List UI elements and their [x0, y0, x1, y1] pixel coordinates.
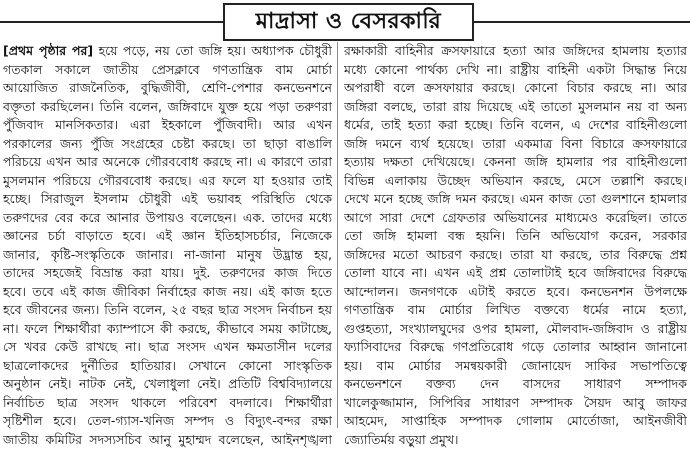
- text-line: মধ্যে কোনো পার্থক্য দেখি না। রাষ্ট্রীয় বাহিনী একটা সিদ্ধান্ত নিয়ে: [344, 61, 687, 80]
- text-line: গুপ্তহত্যা, সংখ্যালঘুদের ওপর হামলা, মৌলবাদ-জঙ্গিবাদ ও রাষ্ট্রীয়: [344, 320, 687, 339]
- column-divider: [337, 42, 338, 428]
- text-line: জাতীয় কমিটির সদস্যসচিব আনু মুহাম্মদ বলেছেন, আইনশৃঙ্খলা: [3, 431, 332, 449]
- text-line: ফ্যাসিবাদের বিরুদ্ধে গণপ্রতিরোধ গড়ে তোলার আহ্বান জানানো: [344, 338, 687, 357]
- text-line: আয়োজিত রাজনৈতিক, বুদ্ধিজীবী, শ্রেণি-পেশার কনভেনশনে: [3, 79, 332, 98]
- article-heading-box: [223, 3, 474, 41]
- text-line: হবে। তবে এই কাজ জীবিকা নির্বাহের কাজ নয়। এই কাজ হতে: [3, 283, 332, 302]
- article-heading: মাদ্রাসা ও বেসরকারি: [256, 4, 442, 41]
- text-line: বক্তৃতা করছিলেন। তিনি বলেন, জঙ্গিবাদে যুক্ত হয়ে পড়া তরুণরা: [3, 98, 332, 117]
- text-line: গণতান্ত্রিক বাম মোর্চার লিখিত বক্তব্যে ধর্মের নামে হত্যা,: [344, 301, 687, 320]
- text-line: তো জঙ্গি হামলা বন্ধ হয়নি। তিনি অভিযোগ করেন, সরকার: [344, 227, 687, 246]
- text-line: মুসলমান পরিচয়ে গৌরববোধ করছে। এর ফলে যা হওয়ার তাই: [3, 172, 332, 191]
- text-line: আন্দোলন। জনগণকে এটাই করতে হবে। কনভেনশন উপলক্ষে: [344, 283, 687, 302]
- left-column: [3, 42, 332, 449]
- text-line: তরুণদের বের করে আনার উপায়ও বলেছেন। এক. তাদের মধ্যে: [3, 209, 332, 228]
- text-line: পরিচয়ে এখন আর অনেকে গৌরববোধ করছে না। এ কারণে তারা: [3, 153, 332, 172]
- heading-rule-right: [474, 21, 690, 23]
- right-column: [344, 42, 687, 449]
- text-line: ধর্মের, তাই হত্যা করা হচ্ছে। তিনি বলেন, এ দেশের বাহিনীগুলো: [344, 116, 687, 135]
- text-line: [প্রথম পৃষ্ঠার পর] হয়ে পড়ে, নয় তো জঙ্গি হয়। অধ্যাপক চৌধুরী: [3, 42, 332, 61]
- text-line: দেখে মনে হচ্ছে জঙ্গি দমন করছে। এমন কাজ তো গুলশানে হামলার: [344, 190, 687, 209]
- text-line: পুঁজিবাদ মানসিকতার। এরা ইহকালে পুঁজিবাদী। আর এখন: [3, 116, 332, 135]
- text-line: অনুষ্ঠান নেই। নাটক নেই, খেলাধুলা নেই। প্রতিটি বিশ্ববিদ্যালয়ে: [3, 375, 332, 394]
- heading-rule-left: [0, 21, 223, 23]
- text-line: বিভিন্ন এলাকায় উচ্ছেদ অভিযান করছে, মেসে তল্লাশি করছে।: [344, 172, 687, 191]
- text-line: জঙ্গিরা বলছে, তারা রায় দিয়েছে এই তাতো মুসলমান নয় বা অন্য: [344, 98, 687, 117]
- text-line: জ্ঞানের চর্চা বাড়াতে হবে। এই জ্ঞান ইতিহাসচর্চার, নিজেকে: [3, 227, 332, 246]
- text-line: তোলা যাবে না। এখন এই প্রশ্ন তোলাটাই হবে জঙ্গিবাদের বিরুদ্ধে: [344, 264, 687, 283]
- text-line: গতকাল সকালে জাতীয় প্রেসক্লাবে গণতান্ত্রিক বাম মোর্চা: [3, 61, 332, 80]
- text-line: আহমেদ, সাপ্তাহিক সম্পাদক গোলাম মোর্তোজা, আইনজীবী: [344, 412, 687, 431]
- text-line: সৃষ্টিশীল হবে। তেল-গ্যাস-খনিজ সম্পদ ও বিদ্যুৎ-বন্দর রক্ষা: [3, 412, 332, 431]
- text-line: জানার, কৃষ্টি-সংস্কৃতিকে জানার। না-জানা মানুষ উদ্ভ্রান্ত হয়,: [3, 246, 332, 265]
- text-line: জঙ্গি দমনে ব্যর্থ হয়েছে। তারা একমাত্র বিনা বিচারে ক্রসফায়ারে: [344, 135, 687, 154]
- text-line: খালেকুজ্জামান, সিপিবির সাধারণ সম্পাদক সৈয়দ আবু জাফর: [344, 394, 687, 413]
- text-line: আগে সারা দেশে গ্রেফতার অভিযানের মাধ্যমেও করেছিল। তাতে: [344, 209, 687, 228]
- text-line: কনভেনশনে বক্তব্য দেন বাসদের সাধারণ সম্পাদক: [344, 375, 687, 394]
- text-line: নির্বাচিত ছাত্র সংসদ থাকলে পরিবেশ বদলাবে। শিক্ষার্থীরা: [3, 394, 332, 413]
- text-line: তাদের সহজেই বিভ্রান্ত করা যায়। দুই. তরুণদের কাজ দিতে: [3, 264, 332, 283]
- text-line: সে খবর কেউ রাখছে না। ছাত্র সংসদ এখন ক্ষমতাসীন দলের: [3, 338, 332, 357]
- text-line: রক্ষাকারী বাহিনীর ক্রসফায়ারে হত্যা আর জঙ্গিদের হামলায় হত্যার: [344, 42, 687, 61]
- text-line: হয়। বাম মোর্চার সমন্বয়কারী জোনায়েদ সাকির সভাপতিত্বে: [344, 357, 687, 376]
- text-line: হবে জীবনের জন্য। তিনি বলেন, ২৫ বছর ছাত্র সংসদ নির্বাচন হয়: [3, 301, 332, 320]
- text-line: পরকালের জন্য পুঁজি সংগ্রহের চেষ্টা করছে। তা ছাড়া বাঙালি: [3, 135, 332, 154]
- text-line: ছাত্রলোকদের দুর্নীতির হাতিয়ার। সেখানে কোনো সাংস্কৃতিক: [3, 357, 332, 376]
- text-line: জঙ্গিদের মতো আচরণ করছে। তারা যা করছে, তার বিরুদ্ধে প্রশ্ন: [344, 246, 687, 265]
- text-line: জ্যোতির্ময় বড়ুয়া প্রমুখ।: [344, 431, 687, 449]
- text-line: হচ্ছে। সিরাজুল ইসলাম চৌধুরী এই ভয়াবহ পরিস্থিতি থেকে: [3, 190, 332, 209]
- text-line: হত্যায় দক্ষতা দেখিয়েছে। কেননা জঙ্গি হামলার পর বাহিনীগুলো: [344, 153, 687, 172]
- text-line: না। ফলে শিক্ষার্থীরা ক্যাম্পাসে কী করছে, কীভাবে সময় কাটাচ্ছে,: [3, 320, 332, 339]
- text-line: অপরাধী বলে ক্রসফায়ার করছে। কোনো বিচার করছে না। আর: [344, 79, 687, 98]
- continuation-tag: [প্রথম পৃষ্ঠার পর]: [3, 43, 93, 58]
